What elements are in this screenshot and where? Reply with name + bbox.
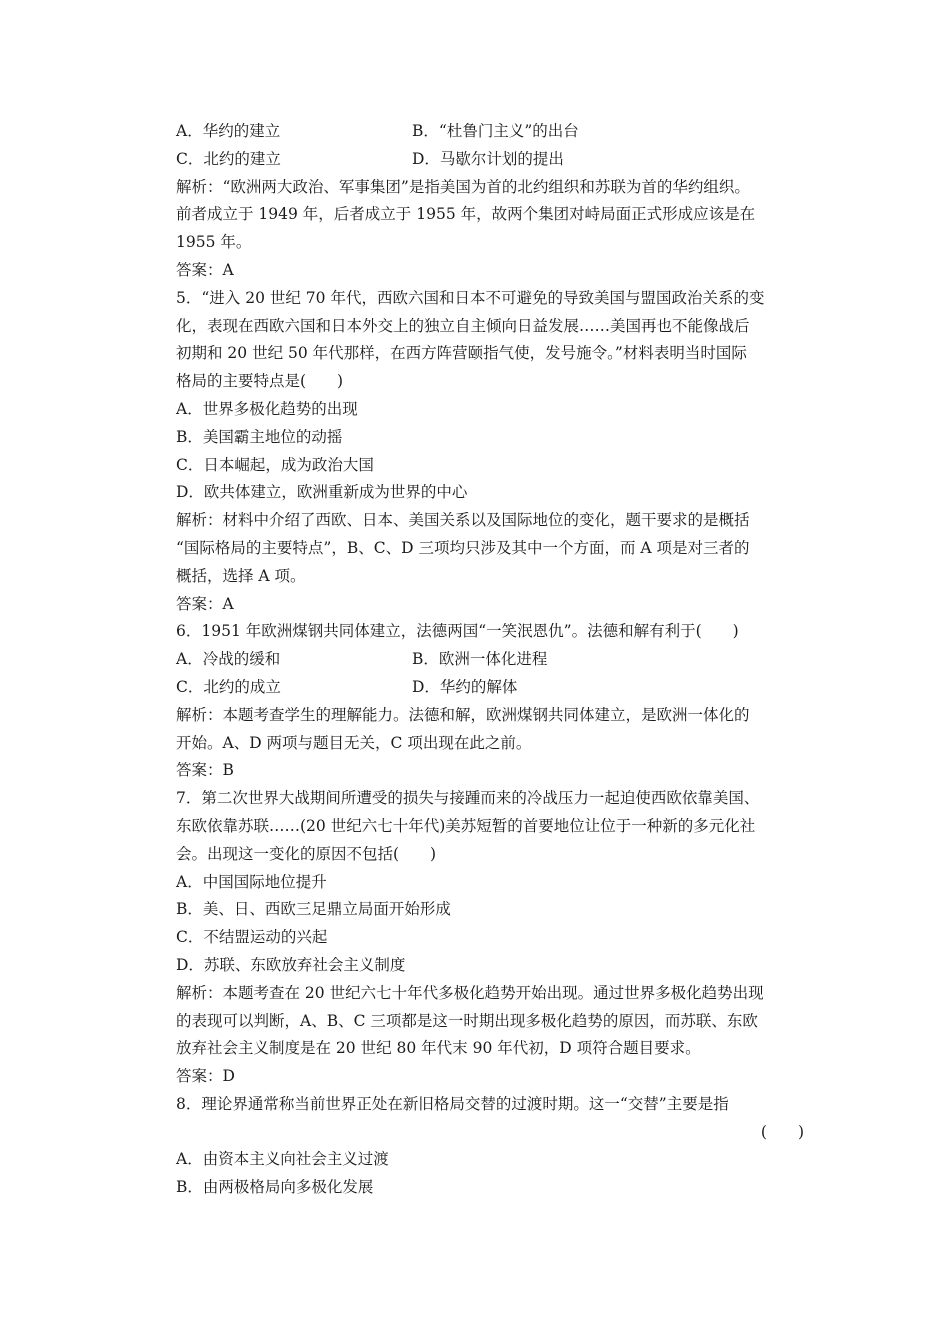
text-line: 答案：B [176, 761, 234, 780]
text-line: 答案：A [176, 594, 234, 613]
option-a: A．冷战的缓和 [176, 650, 281, 669]
text-line: B．由两极格局向多极化发展 [176, 1178, 374, 1197]
text-line: 解析：本题考查学生的理解能力。法德和解，欧洲煤钢共同体建立，是欧洲一体化的 [176, 705, 750, 724]
text-line: 格局的主要特点是( ) [176, 372, 344, 391]
text-line: 答案：A [176, 260, 234, 279]
text-line: 东欧依靠苏联……(20 世纪六七十年代)美苏短暂的首要地位让位于一种新的多元化社 [176, 816, 756, 835]
text-line: 7．第二次世界大战期间所遭受的损失与接踵而来的冷战压力一起迫使西欧依靠美国、 [176, 789, 760, 808]
text-line: D．苏联、东欧放弃社会主义制度 [176, 955, 406, 974]
text-line: 6．1951 年欧洲煤钢共同体建立，法德两国“一笑泯恩仇”。法德和解有利于( ) [176, 622, 739, 641]
text-line: A．世界多极化趋势的出现 [176, 399, 358, 418]
text-line: B．美、日、西欧三足鼎立局面开始形成 [176, 900, 451, 919]
option-b: D．华约的解体 [412, 677, 518, 696]
option-b: B．“杜鲁门主义”的出台 [412, 122, 579, 140]
text-line: 5．“进入 20 世纪 70 年代，西欧六国和日本不可避免的导致美国与盟国政治关系的变 [176, 288, 765, 307]
text-line: 解析：“欧洲两大政治、军事集团”是指美国为首的北约组织和苏联为首的华约组织。 [176, 177, 750, 196]
answer-bracket: ( ) [760, 1122, 804, 1141]
text-line: 放弃社会主义制度是在 20 世纪 80 年代末 90 年代初，D 项符合题目要求。 [176, 1039, 701, 1058]
option-row [176, 646, 810, 674]
text-line: 初期和 20 世纪 50 年代那样，在西方阵营颐指气使，发号施令。”材料表明当时国际 [176, 344, 747, 363]
option-row [176, 146, 810, 174]
text-line: 概括，选择 A 项。 [176, 566, 306, 585]
text-line: B．美国霸主地位的动摇 [176, 427, 343, 446]
text-line: 8．理论界通常称当前世界正处在新旧格局交替的过渡时期。这一“交替”主要是指 [176, 1094, 729, 1113]
option-b: D．马歇尔计划的提出 [412, 149, 564, 168]
text-line: 的表现可以判断，A、B、C 三项都是这一时期出现多极化趋势的原因，而苏联、东欧 [176, 1011, 758, 1030]
text-line: C．不结盟运动的兴起 [176, 928, 328, 947]
option-row [176, 674, 810, 702]
text-line: A．由资本主义向社会主义过渡 [176, 1150, 389, 1169]
option-b: B．欧洲一体化进程 [412, 650, 548, 669]
text-line: 答案：D [176, 1067, 235, 1086]
option-a: C．北约的成立 [176, 677, 281, 696]
text-line: 开始。A、D 两项与题目无关，C 项出现在此之前。 [176, 733, 532, 752]
text-line: A．中国国际地位提升 [176, 872, 327, 891]
text-line: 会。出现这一变化的原因不包括( ) [176, 844, 437, 863]
text-line: “国际格局的主要特点”，B、C、D 三项均只涉及其中一个方面，而 A 项是对三者的 [176, 538, 750, 557]
text-line: 前者成立于 1949 年，后者成立于 1955 年，故两个集团对峙局面正式形成应该是在 [176, 205, 756, 224]
text-line: 1955 年。 [176, 233, 252, 252]
text-line: D．欧共体建立，欧洲重新成为世界的中心 [176, 483, 468, 502]
option-a: A．华约的建立 [176, 122, 281, 140]
option-a: C．北约的建立 [176, 149, 281, 168]
text-line: 化，表现在西欧六国和日本外交上的独立自主倾向日益发展……美国再也不能像战后 [176, 316, 750, 335]
option-row [176, 118, 810, 146]
text-line: C．日本崛起，成为政治大国 [176, 455, 374, 474]
text-line: 解析：本题考查在 20 世纪六七十年代多极化趋势开始出现。通过世界多极化趋势出现 [176, 983, 764, 1002]
document-body [176, 118, 810, 1202]
text-line: 解析：材料中介绍了西欧、日本、美国关系以及国际地位的变化，题干要求的是概括 [176, 511, 750, 530]
